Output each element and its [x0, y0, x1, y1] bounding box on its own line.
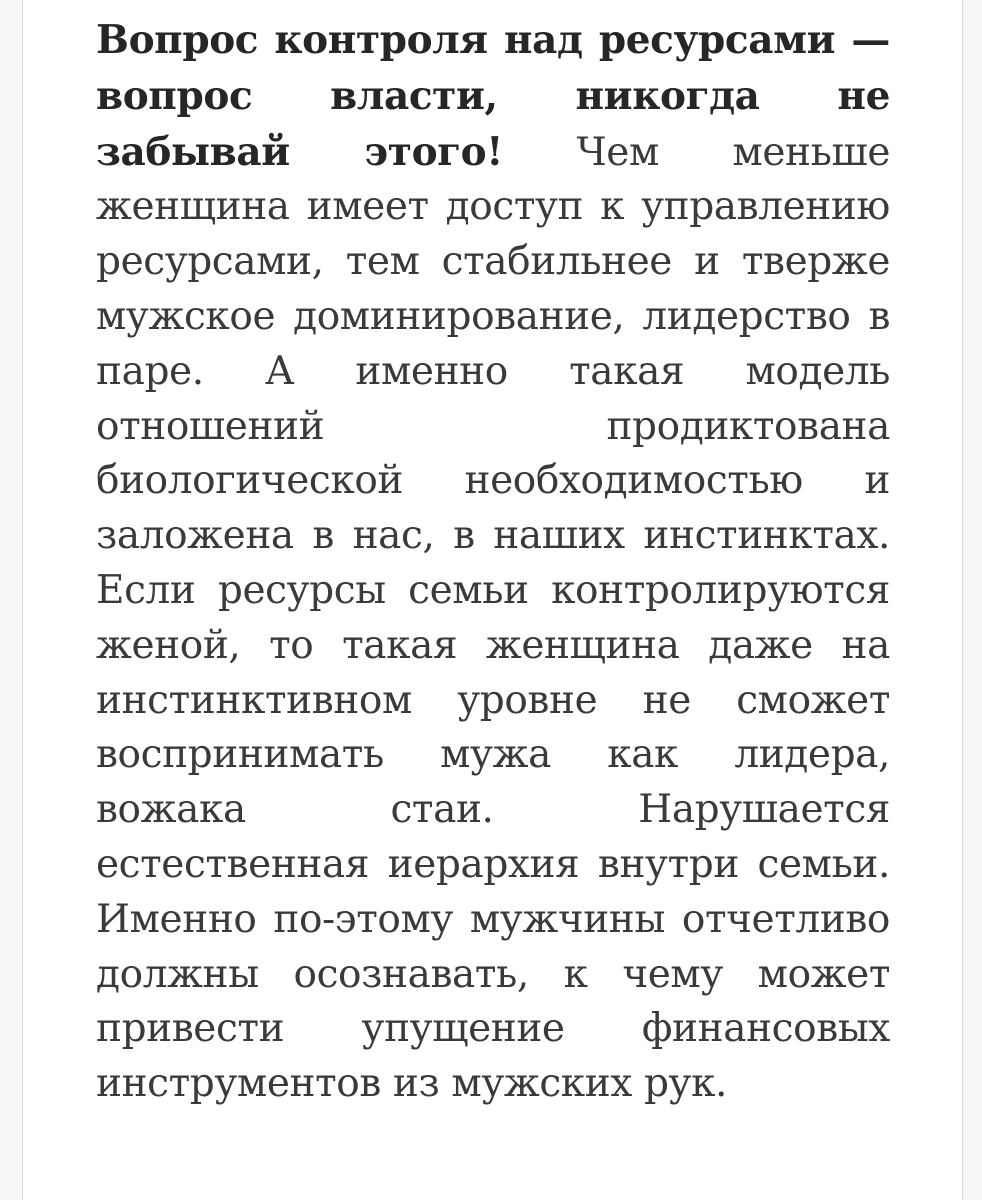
article-lead-bold: Вопрос контроля над ресурсами — вопрос власти, никогда не забывай этого! — [96, 17, 890, 175]
article-paragraph — [96, 13, 890, 1112]
article-body-text: Чем меньше женщина имеет доступ к управлению ресурсами, тем стабильнее и тверже мужское доминирование, лидерство в паре. А именно такая модель отношений продиктована биологической необходимостью и заложена в нас, в наших инстинктах. Если ресурсы семьи контролируются женой, то такая женщина даже на инстинктивном уровне не сможет воспринимать мужа как лидера, вожака стаи. Нарушается естественная иерархия внутри семьи. Именно по-этому мужчины отчетливо должны осознавать, к чему может привести упущение финансовых инструментов из мужских рук. — [96, 129, 891, 1107]
article-page — [22, 0, 963, 1200]
